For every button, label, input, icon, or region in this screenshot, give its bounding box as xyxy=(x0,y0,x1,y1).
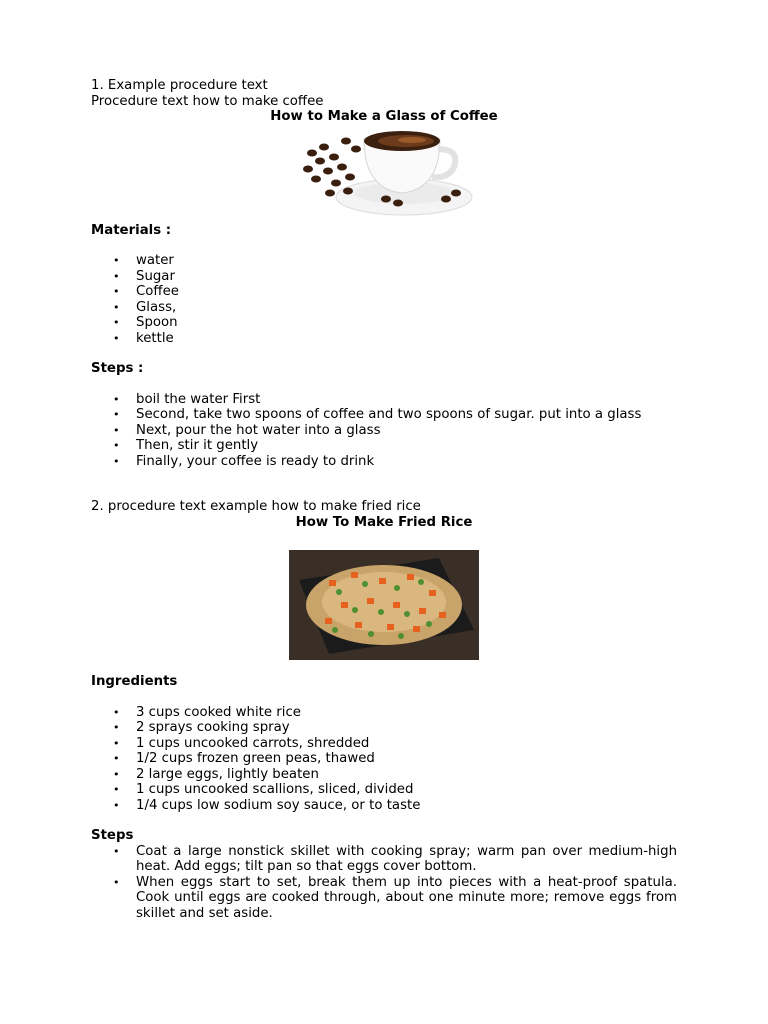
rice-heading: How To Make Fried Rice xyxy=(295,514,473,530)
rice-figure xyxy=(91,550,677,660)
list-item: • Coffee xyxy=(91,284,677,300)
list-item: • Finally, your coffee is ready to drink xyxy=(91,454,677,470)
list-item: • kettle xyxy=(91,331,677,347)
materials-heading: Materials : xyxy=(91,222,172,238)
list-item: • 2 sprays cooking spray xyxy=(91,720,677,736)
list-item: • When eggs start to set, break them up into pieces with a heat-proof spatula. Cook until eggs are cooked through, about one minute more; remove eggs from skillet and set aside. xyxy=(91,875,677,922)
fried-rice-image xyxy=(289,550,479,660)
coffee-heading: How to Make a Glass of Coffee xyxy=(270,109,498,124)
list-item: • water xyxy=(91,253,677,269)
steps2-list xyxy=(91,844,677,922)
ingredients-heading: Ingredients xyxy=(91,674,178,689)
steps1-list xyxy=(91,392,677,470)
steps2-heading: Steps xyxy=(91,828,134,843)
list-item: • 3 cups cooked white rice xyxy=(91,705,677,721)
example2-title: 2. procedure text example how to make fried rice xyxy=(91,499,421,514)
example1-title: 1. Example procedure text xyxy=(91,78,268,93)
coffee-cup-image xyxy=(294,127,474,219)
list-item: • boil the water First xyxy=(91,392,677,408)
list-item: • 2 large eggs, lightly beaten xyxy=(91,767,677,783)
document-page xyxy=(91,78,677,921)
list-item: • 1 cups uncooked scallions, sliced, divided xyxy=(91,782,677,798)
ingredients-list xyxy=(91,705,677,814)
list-item: • Glass, xyxy=(91,300,677,316)
list-item: • Then, stir it gently xyxy=(91,438,677,454)
coffee-figure xyxy=(91,127,677,219)
list-item: • Next, pour the hot water into a glass xyxy=(91,423,677,439)
list-item: • 1/2 cups frozen green peas, thawed xyxy=(91,751,677,767)
list-item: • Spoon xyxy=(91,315,677,331)
list-item: • Sugar xyxy=(91,269,677,285)
list-item: • Second, take two spoons of coffee and two spoons of sugar. put into a glass xyxy=(91,407,677,423)
list-item: • 1/4 cups low sodium soy sauce, or to taste xyxy=(91,798,677,814)
example1-subtitle: Procedure text how to make coffee xyxy=(91,93,324,109)
steps1-heading: Steps : xyxy=(91,361,144,376)
materials-list xyxy=(91,253,677,346)
list-item: • 1 cups uncooked carrots, shredded xyxy=(91,736,677,752)
list-item: • Coat a large nonstick skillet with cooking spray; warm pan over medium-high heat. Add eggs; tilt pan so that eggs cover bottom. xyxy=(91,844,677,875)
